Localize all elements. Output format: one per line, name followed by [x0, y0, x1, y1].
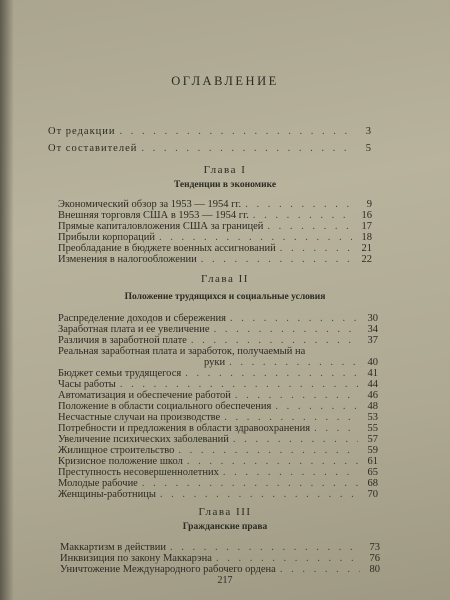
- toc-entry: От составителей . . . 5: [48, 143, 372, 155]
- toc-entry: Несчастные случаи на производстве . . . 53: [58, 412, 378, 424]
- toc-entry: Преобладание в бюджете военных ассигнований . . . 21: [58, 243, 372, 255]
- toc-entry: Бюджет семьи трудящегося . . . 41: [58, 368, 378, 380]
- toc-entry: Потребности и предложения в области здравоохранения . . . 55: [58, 423, 378, 435]
- chapter-heading: Глава I: [203, 164, 247, 176]
- toc-entry: Увеличение психических заболеваний . . . 57: [58, 434, 378, 446]
- chapter-subtitle: Тенденции в экономике: [173, 180, 277, 190]
- chapter-subtitle: Гражданские права: [182, 522, 268, 532]
- toc-entry: Уничтожение Международного рабочего ордена . . . 80: [60, 564, 380, 576]
- toc-entry: Прямые капиталовложения США за границей . . . 17: [58, 221, 372, 233]
- chapter-heading: Глава II: [201, 273, 249, 285]
- toc-entry: Распределение доходов и сбережения . . . 30: [58, 313, 378, 325]
- toc-entry: Кризисное положение школ . . . 61: [58, 456, 378, 468]
- chapter-subtitle: Положение трудящихся и социальные условия: [124, 292, 326, 302]
- toc-entry: Молодые рабочие . . . 68: [58, 478, 378, 490]
- toc-entry: Прибыли корпораций . . . 18: [58, 232, 372, 244]
- toc-entry: Положение в области социального обеспечения . . . 48: [58, 401, 378, 413]
- toc-entry: Инквизиция по закону Маккарэна . . . 76: [60, 553, 380, 565]
- toc-entry: Изменения в налогообложении . . . 22: [58, 254, 372, 266]
- toc-entry: Внешняя торговля США в 1953 — 1954 гг. . . . 16: [58, 210, 372, 222]
- toc-entry: От редакции . . . 3: [48, 126, 372, 138]
- toc-entry: Часы работы . . . 44: [58, 379, 378, 391]
- toc-entry: Экономический обзор за 1953 — 1954 гг. . . . 9: [58, 199, 372, 211]
- toc-entry: руки . . . 40: [58, 357, 378, 369]
- toc-entry-line: Реальная заработная плата и заработок, получаемый на: [58, 346, 306, 357]
- toc-entry: Автоматизация и обеспечение работой . . . 46: [58, 390, 378, 402]
- chapter-heading: Глава III: [198, 506, 252, 518]
- toc-entry: Маккартизм в действии . . . 73: [60, 542, 380, 554]
- toc-entry: Жилищное строительство . . . 59: [58, 445, 378, 457]
- toc-entry: Преступность несовершеннолетних . . . 65: [58, 467, 378, 479]
- toc-entry: Заработная плата и ее увеличение . . . 34: [58, 324, 378, 336]
- toc-entry: Различия в заработной плате . . . 37: [58, 335, 378, 347]
- toc-entry: Женщины-работницы . . . 70: [58, 489, 378, 501]
- page-number: 217: [217, 575, 233, 586]
- toc-title: ОГЛАВЛЕНИЕ: [171, 74, 279, 88]
